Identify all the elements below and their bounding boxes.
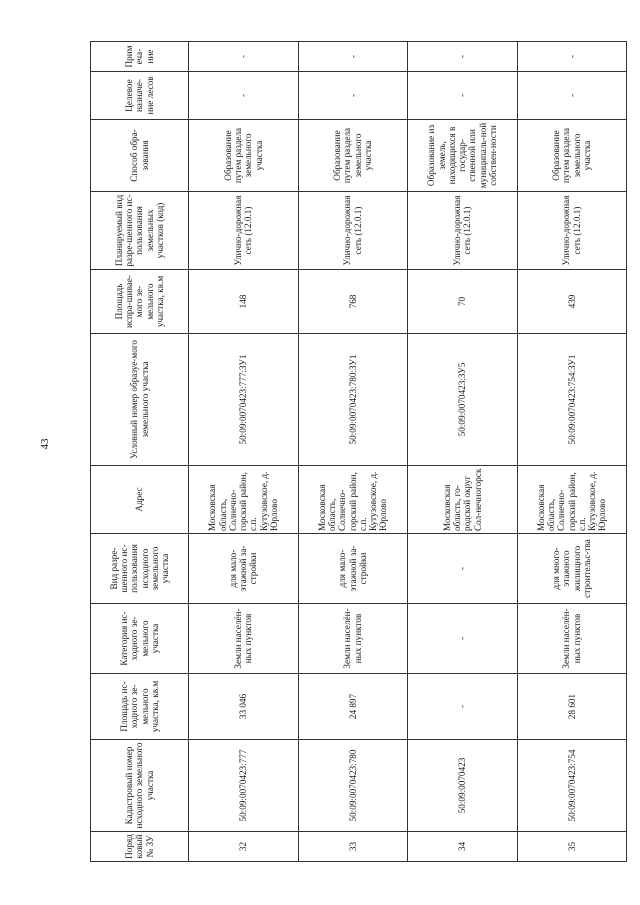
table-cell: для много-этажного жилищного строительс-тва xyxy=(517,534,627,604)
header-cell: Площадь ис-ходного зе-мельного участка, кв.м xyxy=(91,674,189,740)
table-cell: 50:09:0070423:780:ЗУ1 xyxy=(298,334,408,466)
table-row xyxy=(298,42,408,862)
table-cell: Земли населён-ных пунктов xyxy=(517,604,627,674)
header-cell: Адрес xyxy=(91,466,189,534)
header-cell: Способ обра-зования xyxy=(91,120,189,192)
table-cell: Московская область, го-родской округ Сол-нечногорск xyxy=(408,466,518,534)
table-cell: Московская область, Солнечно-горский район, с.п. Кутузовское, д. Юрлово xyxy=(189,466,299,534)
table-cell: для мало-этажной за-стройки xyxy=(189,534,299,604)
table-cell: Земли населён-ных пунктов xyxy=(298,604,408,674)
table-cell: 35 xyxy=(517,832,627,862)
table-cell: 768 xyxy=(298,270,408,334)
header-cell: Порядковый № ЗУ xyxy=(91,832,189,862)
table-cell: 33 xyxy=(298,832,408,862)
table-cell: Образование путем раздела земельного участка xyxy=(298,120,408,192)
table-cell: Улично-дорожная сеть (12.0.1) xyxy=(408,192,518,270)
table-cell: 50:09:0070423:754:ЗУ1 xyxy=(517,334,627,466)
table-cell: Улично-дорожная сеть (12.0.1) xyxy=(298,192,408,270)
table-cell: - xyxy=(408,72,518,120)
table-header-row xyxy=(91,42,189,862)
table-cell: для мало-этажной за-стройки xyxy=(298,534,408,604)
table-cell: - xyxy=(408,674,518,740)
table-cell: 70 xyxy=(408,270,518,334)
table-cell: 50:09:0070423:754 xyxy=(517,740,627,832)
table-cell: Улично-дорожная сеть (12.0.1) xyxy=(189,192,299,270)
header-cell: Кадастровый номер исходного земельного участка xyxy=(91,740,189,832)
table-cell: - xyxy=(298,72,408,120)
table-cell: Московская область, Солнечно-горский район, с.п. Кутузовское, д. Юрлово xyxy=(298,466,408,534)
table-cell: 50:09:0070423 xyxy=(408,740,518,832)
table-cell: Образование из земель, находящихся в государ-ственной или муниципаль-ной собствен-ности xyxy=(408,120,518,192)
table-cell: Улично-дорожная сеть (12.0.1) xyxy=(517,192,627,270)
header-cell: Вид разре-шенного ис-пользования исходного земельного участка xyxy=(91,534,189,604)
table-row xyxy=(408,42,518,862)
table-cell: - xyxy=(189,42,299,72)
table-cell: 439 xyxy=(517,270,627,334)
table-cell: - xyxy=(408,534,518,604)
table-cell: 50:09:0070423:777 xyxy=(189,740,299,832)
table-cell: 24 897 xyxy=(298,674,408,740)
table-cell: 34 xyxy=(408,832,518,862)
table-cell: - xyxy=(408,42,518,72)
table-cell: Образование путем раздела земельного участка xyxy=(517,120,627,192)
table-cell: - xyxy=(298,42,408,72)
table-cell: 50:09:0070423:780 xyxy=(298,740,408,832)
table-cell: Земли населён-ных пунктов xyxy=(189,604,299,674)
table-row xyxy=(189,42,299,862)
table-cell: 32 xyxy=(189,832,299,862)
header-cell: Условный номер образуе-мого земельного участка xyxy=(91,334,189,466)
table-cell: Образование путем раздела земельного участка xyxy=(189,120,299,192)
header-cell: Категория ис-ходного зе-мельного участка xyxy=(91,604,189,674)
page-number: 43 xyxy=(39,438,51,450)
table-cell: 148 xyxy=(189,270,299,334)
table-cell: 50:09:0070423:ЗУ5 xyxy=(408,334,518,466)
land-plots-table xyxy=(90,41,627,862)
header-cell: Целевое назначе-ние лесов xyxy=(91,72,189,120)
table-row xyxy=(517,42,627,862)
table-cell: 50:09:0070423:777:ЗУ1 xyxy=(189,334,299,466)
table-cell: - xyxy=(408,604,518,674)
header-cell: Площадь испра-шивае-мого зе-мельного участка, кв.м xyxy=(91,270,189,334)
table-cell: 33 046 xyxy=(189,674,299,740)
table-cell: Московская область, Солнечно-горский район, с.п. Кутузовское, д. Юрлово xyxy=(517,466,627,534)
table-cell: - xyxy=(189,72,299,120)
rotated-table-wrapper xyxy=(90,42,627,862)
table-cell: 28 601 xyxy=(517,674,627,740)
header-cell: Примеча-ние xyxy=(91,42,189,72)
table-cell: - xyxy=(517,72,627,120)
table-cell: - xyxy=(517,42,627,72)
rotated-table-area xyxy=(90,42,627,862)
header-cell: Планируемый вид разре-шенного ис-пользования земельных участков (код) xyxy=(91,192,189,270)
